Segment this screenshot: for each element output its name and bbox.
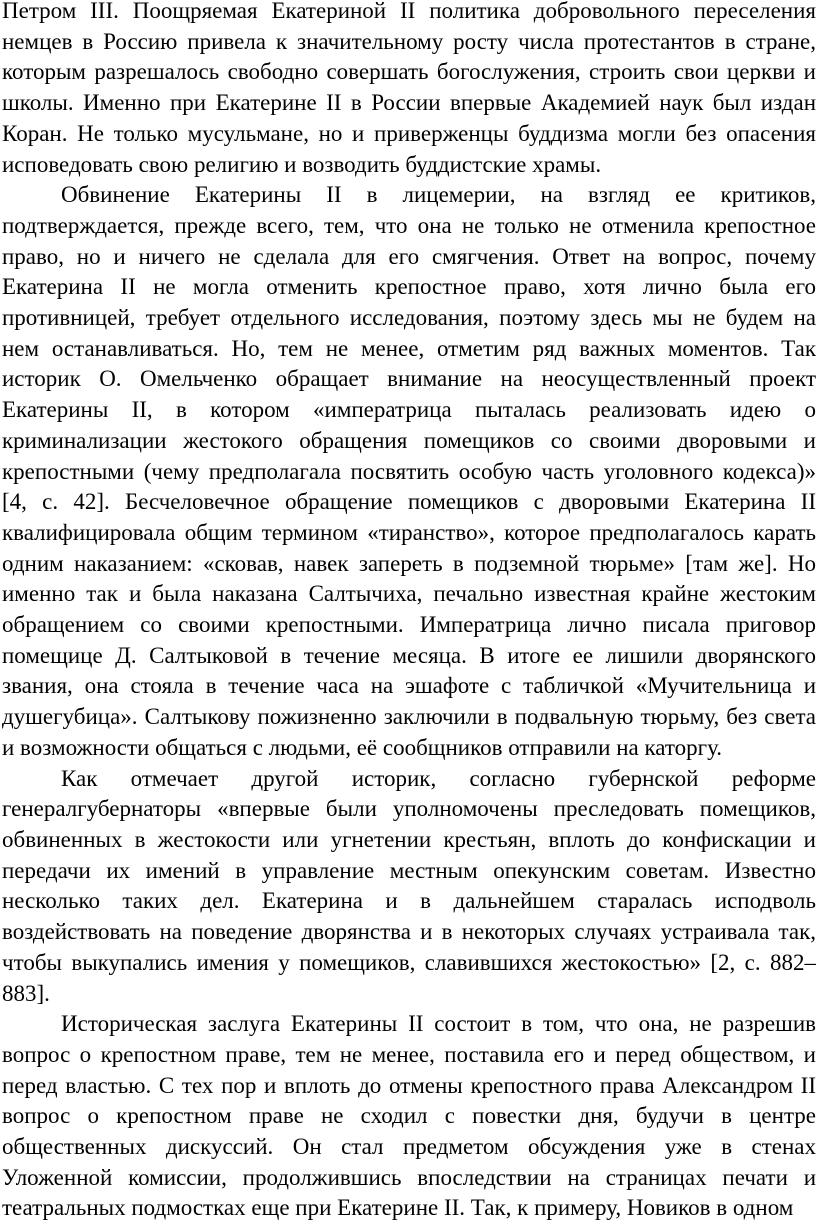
paragraph-4: Историческая заслуга Екатерины II состоит в том, что она, не разрешив вопрос о крепостном праве, тем не менее, поставила его и перед обществом, и перед властью. С тех пор и вплоть до отмены крепостного права Александром II вопрос о крепостном праве не сходил с повестки дня, будучи в центре общественных дискуссий. Он стал предметом обсуждения уже в стенах Уложенной комиссии, продолжившись впоследствии на страницах печати и театральных подмостках еще при Екатерине II. Так, к примеру, Новиков в одном: [2, 1011, 816, 1221]
paragraph-2: Обвинение Екатерины II в лицемерии, на взгляд ее критиков, подтверждается, прежде всего, тем, что она не только не отменила крепостное право, но и ничего не сделала для его смягчения. Ответ на вопрос, почему Екатерина II не могла отменить крепостное право, хотя лично была его противницей, требует отдельного исследования, поэтому здесь мы не будем на нем останавливаться. Но, тем не менее, отметим ряд важных моментов. Так историк О. Омельченко обращает внимание на неосуществленный проект Екатерины II, в котором «императрица пыталась реализовать идею о криминализации жестокого обращения помещиков со своими дворовыми и крепостными (чему предполагала посвятить особую часть уголовного кодекса)» [4, с. 42]. Бесчеловечное обращение помещиков с дворовыми Екатерина II квалифицировала общим термином «тиранство», которое предполагалось карать одним наказанием: «сковав, навек запереть в подземной тюрьме» [там же]. Но именно так и была наказана Салтычиха, печально известная крайне жестоким обращением со своими крепостными. Императрица лично писала приговор помещице Д. Салтыковой в течение месяца. В итоге ее лишили дворянского звания, она стояла в течение часа на эшафоте с табличкой «Мучительница и душегубица». Салтыкову пожизненно заключили в подвальную тюрьму, без света и возможности общаться с людьми, её сообщников отправили на каторгу.: [2, 182, 816, 760]
paragraph-3: Как отмечает другой историк, согласно губернской реформе генералгубернаторы «впервые были уполномочены преследовать помещиков, обвиненных в жестокости или угнетении крестьян, вплоть до конфискации и передачи их имений в управление местным опекунским советам. Известно несколько таких дел. Екатерина и в дальнейшем старалась исподволь воздействовать на поведение дворянства и в некоторых случаях устраивала так, чтобы выкупались имения у помещиков, славившихся жестокостью» [2, с. 882–883].: [2, 765, 816, 1006]
paragraph-1: Петром III. Поощряемая Екатериной II политика добровольного переселения немцев в Россию привела к значительному росту числа протестантов в стране, которым разрешалось свободно совершать богослужения, строить свои церкви и школы. Именно при Екатерине II в России впервые Академией наук был издан Коран. Не только мусульмане, но и приверженцы буддизма могли без опасения исповедовать свою религию и возводить буддистские храмы.: [2, 0, 816, 177]
